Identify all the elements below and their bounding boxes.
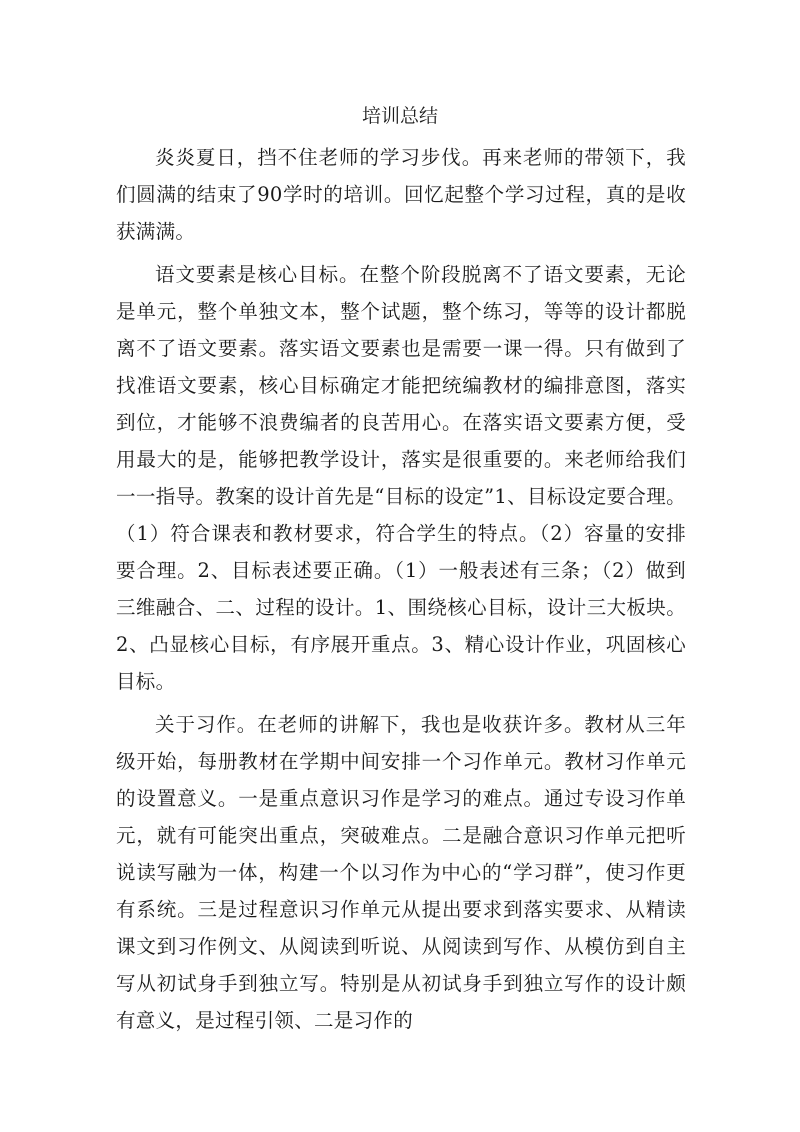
paragraph-intro: 炎炎夏日，挡不住老师的学习步伐。再来老师的带领下，我们圆满的结束了90学时的培训。回忆起整个学习过程，真的是收获满满。 bbox=[116, 146, 686, 243]
document-body bbox=[116, 139, 686, 1045]
paragraph-writing: 关于习作。在老师的讲解下，我也是收获许多。教材从三年级开始，每册教材在学期中间安排一个习作单元。教材习作单元的设置意义。一是重点意识习作是学习的难点。通过专设习作单元，就有可能突出重点，突破难点。二是融合意识习作单元把听说读写融为一体，构建一个以习作为中心的“学习群”，使习作更有系统。三是过程意识习作单元从提出要求到落实要求、从精读课文到习作例文、从阅读到听说、从阅读到写作、从模仿到自主写从初试身手到独立写。特别是从初试身手到独立写作的设计颇有意义，是过程引领、二是习作的 bbox=[116, 713, 686, 1032]
document-title: 培训总结 bbox=[361, 105, 438, 127]
paragraph-language-elements: 语文要素是核心目标。在整个阶段脱离不了语文要素，无论是单元，整个单独文本，整个试题，整个练习，等等的设计都脱离不了语文要素。落实语文要素也是需要一课一得。只有做到了找准语文要素，核心目标确定才能把统编教材的编排意图，落实到位，才能够不浪费编者的良苦用心。在落实语文要素方便，受用最大的是，能够把教学设计，落实是很重要的。来老师给我们一一指导。教案的设计首先是“目标的设定”1、目标设定要合理。（1）符合课表和教材要求，符合学生的特点。（2）容量的安排要合理。2、目标表述要正确。（1）一般表述有三条；（2）做到三维融合、二、过程的设计。1、围绕核心目标，设计三大板块。2、凸显核心目标，有序展开重点。3、精心设计作业，巩固核心目标。 bbox=[116, 263, 686, 693]
